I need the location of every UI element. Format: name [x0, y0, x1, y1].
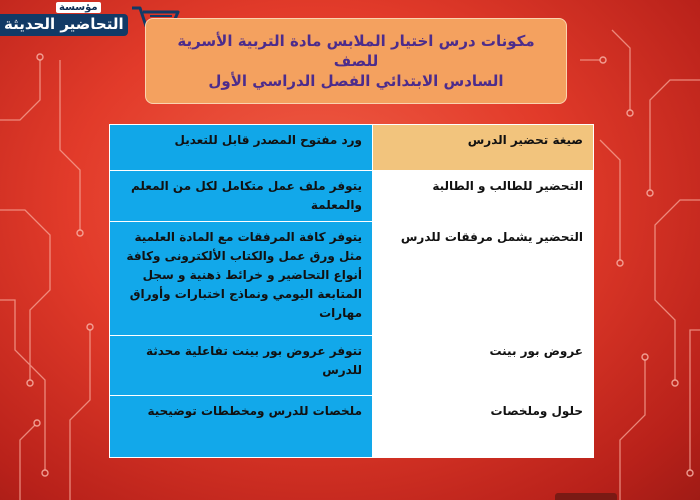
table-cell-detail: تتوفر عروض بور بينت تفاعلية محدثة للدرس	[110, 336, 373, 396]
table-cell-prep: التحضير للطالب و الطالبة	[373, 171, 594, 222]
logo-main-text: التحاضير الحديثة	[4, 15, 124, 33]
header-word-source: ورد مفتوح المصدر قابل للتعديل	[110, 125, 373, 171]
table-cell-detail: يتوفر كافة المرفقات مع المادة العلمية مثل ورق عمل والكتاب الألكترونى وكافة أنواع التحاضير و خرائط ذهنية و سجل المتابعة اليومي ونماذج اختبارات وأوراق مهارات	[110, 222, 373, 336]
logo-sub-text: مؤسسة	[56, 2, 101, 13]
table-cell-prep: حلول وملخصات	[373, 396, 594, 458]
table-cell-prep: عروض بور بينت	[373, 336, 594, 396]
table-row	[110, 171, 594, 222]
title-line-2: السادس الابتدائي الفصل الدراسي الأول	[208, 72, 504, 90]
lesson-components-table	[109, 124, 594, 458]
header-prep-format: صيغة تحضير الدرس	[373, 125, 594, 171]
table-cell-detail: يتوفر ملف عمل متكامل لكل من المعلم والمعلمة	[110, 171, 373, 222]
table-header-row	[110, 125, 594, 171]
title-line-1: مكونات درس اختيار الملابس مادة التربية الأسرية للصف	[177, 32, 535, 70]
table-row	[110, 222, 594, 336]
table-row	[110, 396, 594, 458]
title-box	[145, 18, 567, 104]
table-cell-detail: ملخصات للدرس ومخططات توضيحية	[110, 396, 373, 458]
page-title	[160, 31, 552, 91]
table-row	[110, 336, 594, 396]
table-cell-prep: التحضير يشمل مرفقات للدرس	[373, 222, 594, 336]
footer-tab	[555, 493, 617, 500]
